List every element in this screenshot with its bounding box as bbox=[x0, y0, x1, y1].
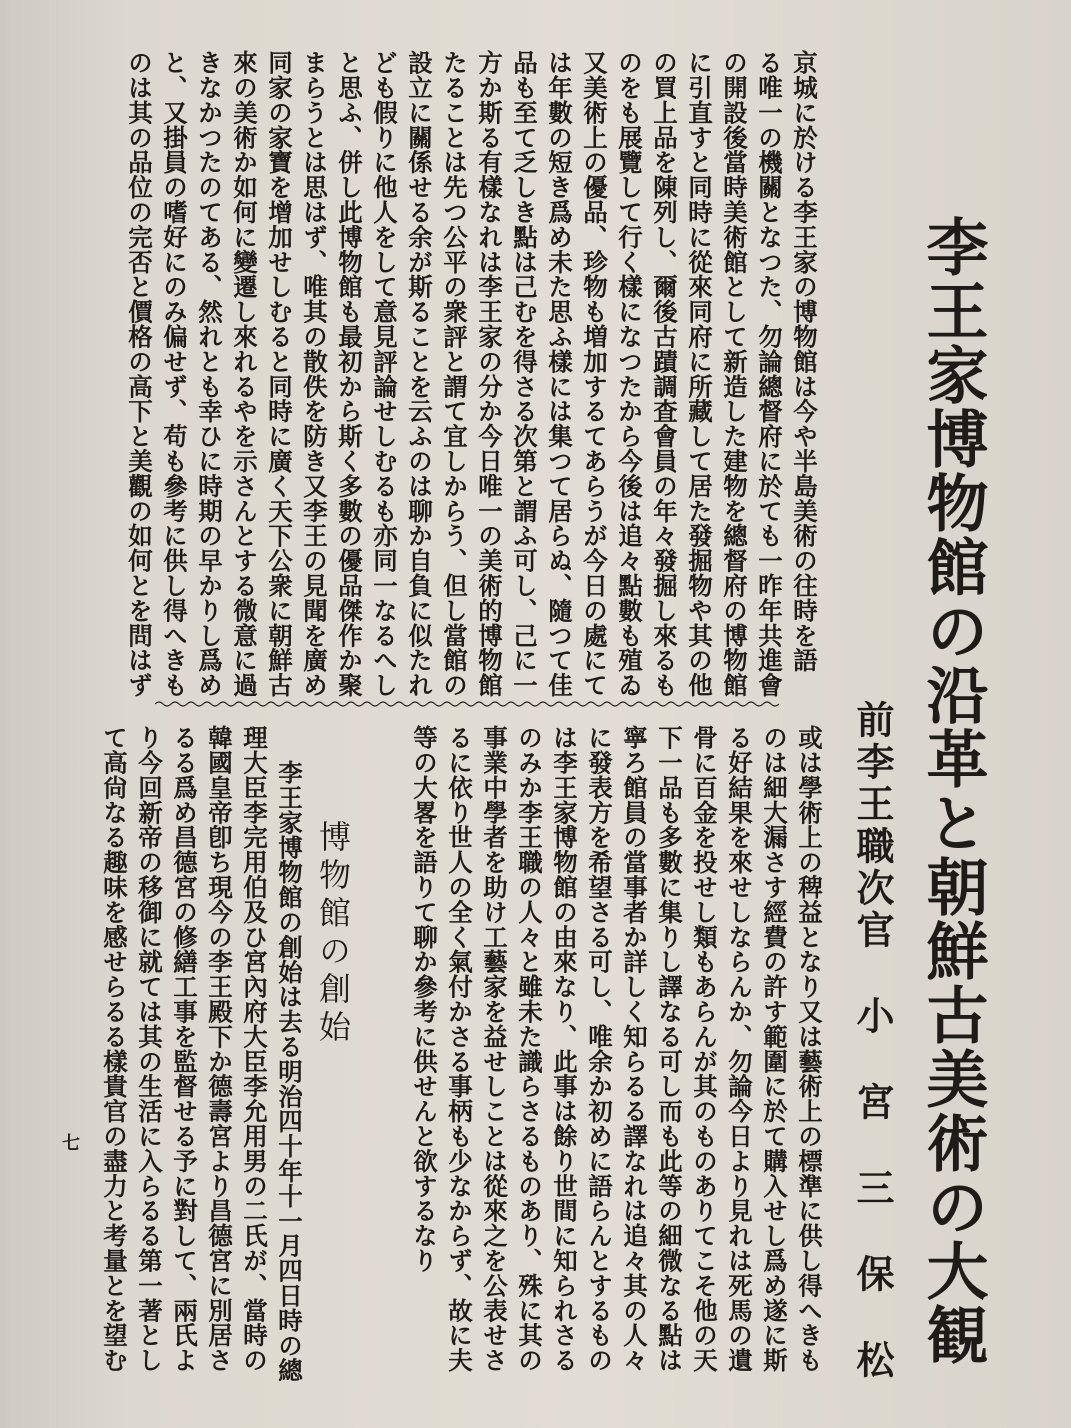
text-column: 下一品も多數に集りし譯なる可し而も此等の細微なる點は bbox=[655, 725, 684, 1373]
article-title: 李王家博物館の沿革と朝鮮古美術の大観 bbox=[916, 215, 989, 1367]
text-column: に引直すと同時に從來同府に所藏して居た發掘物や其の他 bbox=[685, 50, 714, 698]
text-column: 又美術上の優品、珍物も増加するてあらうが今日の處にて bbox=[580, 50, 609, 698]
author-byline bbox=[850, 700, 895, 1382]
page-number: 七 bbox=[59, 1133, 80, 1151]
section-heading: 博物館の創始 bbox=[314, 820, 352, 1048]
text-column: 理大臣李完用伯及ひ宮內府大臣李允用男の二氏が、當時の bbox=[240, 725, 269, 1373]
text-column: 骨に百金を投せし類もあらんが其のものありてこそ他の天 bbox=[690, 725, 719, 1373]
author-name-char: 小 bbox=[850, 996, 895, 1038]
text-column: と思ふ、併し此博物館も最初から斯く多數の優品傑作か聚 bbox=[335, 50, 364, 698]
text-column: ども假りに他人をして意見評論せしむるも亦同一なるへし bbox=[370, 50, 399, 698]
text-column: 同家の家寶を增加せしむると同時に廣く天下公衆に朝鮮古 bbox=[265, 50, 294, 698]
author-name-char: 保 bbox=[850, 1254, 895, 1296]
text-column: 韓國皇帝卽ち現今の李王殿下か德壽宮より昌德宮に別居さ bbox=[205, 725, 234, 1373]
text-column: 京城に於ける李王家の博物館は今や半島美術の往時を語 bbox=[790, 50, 819, 673]
text-column: 方か斯る有樣なれは李王家の分か今日唯一の美術的博物館 bbox=[475, 50, 504, 698]
text-column: 寧ろ館員の當事者か詳しく知らるる譯なれは追々其の人々 bbox=[620, 725, 649, 1373]
text-column: のをも展覽して行く樣になつたから今後は追々點數も殖ゐ bbox=[615, 50, 644, 698]
text-column: 李王家博物館の創始は去る明治四十年十一月四日時の總 bbox=[275, 760, 304, 1383]
text-column: は李王家博物館の由來なり、此事は餘り世間に知られさる bbox=[550, 725, 579, 1373]
text-column: 事業中學者を助け工藝家を益せしことは從來之を公表せさ bbox=[480, 725, 509, 1373]
text-column: る好結果を來せしならんか、勿論今日より見れは死馬の遺 bbox=[725, 725, 754, 1373]
text-column: 等の大畧を語りて聊か參考に供せんと欲するなり bbox=[410, 725, 439, 1273]
author-position: 前李王職次官 bbox=[850, 700, 895, 952]
text-column: る唯一の機關となつた、勿論總督府に於ても一昨年共進會 bbox=[755, 50, 784, 698]
text-column: たることは先つ公平の衆評と謂て宜しからう、但し當館の bbox=[440, 50, 469, 698]
text-column: のみか李王職の人々と雖未た識らさるものあり、殊に其の bbox=[515, 725, 544, 1373]
text-column: り今回新帝の移御に就ては其の生活に入らるる第一著とし bbox=[135, 725, 164, 1373]
text-column: 品も至て乏しき點は己むを得さる次第と謂ふ可し、己に一 bbox=[510, 50, 539, 698]
text-column: 設立に關係せる余が斯ることを云ふのは聊か自負に似たれ bbox=[405, 50, 434, 698]
wavy-divider-line bbox=[155, 698, 780, 710]
text-column: 或は學術上の稗益となり又は藝術上の標準に供し得へきも bbox=[795, 725, 824, 1373]
text-column: の開設後當時美術館として新造した建物を總督府の博物館 bbox=[720, 50, 749, 698]
text-column: のは其の品位の完否と價格の高下と美觀の如何とを問はず bbox=[125, 50, 154, 698]
text-column: に發表方を希望さる可し、唯余か初めに語らんとするもの bbox=[585, 725, 614, 1373]
text-column: まらうとは思はず、唯其の散佚を防き又李王の見聞を廣め bbox=[300, 50, 329, 698]
text-column: るに依り世人の全く氣付かさる事柄も少なからず、故に夫 bbox=[445, 725, 474, 1373]
text-column: て高尙なる趣味を感せらるる樣貴官の盡力と考量とを望む bbox=[100, 725, 129, 1373]
text-column: は年數の短き爲め未た思ふ樣には集つて居らぬ、隨つて佳 bbox=[545, 50, 574, 698]
author-name-char: 宮 bbox=[850, 1082, 895, 1124]
text-column: るる爲め昌德宮の修繕工事を監督せる予に對して、兩氏よ bbox=[170, 725, 199, 1373]
text-column: と、又掛員の嗜好にのみ偏せず、苟も參考に供し得へきも bbox=[160, 50, 189, 698]
text-column: のは細大漏さす經費の許す範圍に於て購入せし爲め遂に斯 bbox=[760, 725, 789, 1373]
author-name-char: 松 bbox=[850, 1340, 895, 1382]
author-name-char: 三 bbox=[850, 1168, 895, 1210]
text-column: 來の美術か如何に變遷し來れるやを示さんとする微意に過 bbox=[230, 50, 259, 698]
text-column: きなかつたのてある、然れとも幸ひに時期の早かりし爲め bbox=[195, 50, 224, 698]
text-column: の買上品を陳列し、爾後古蹟調査會員の年々發掘し來るも bbox=[650, 50, 679, 698]
